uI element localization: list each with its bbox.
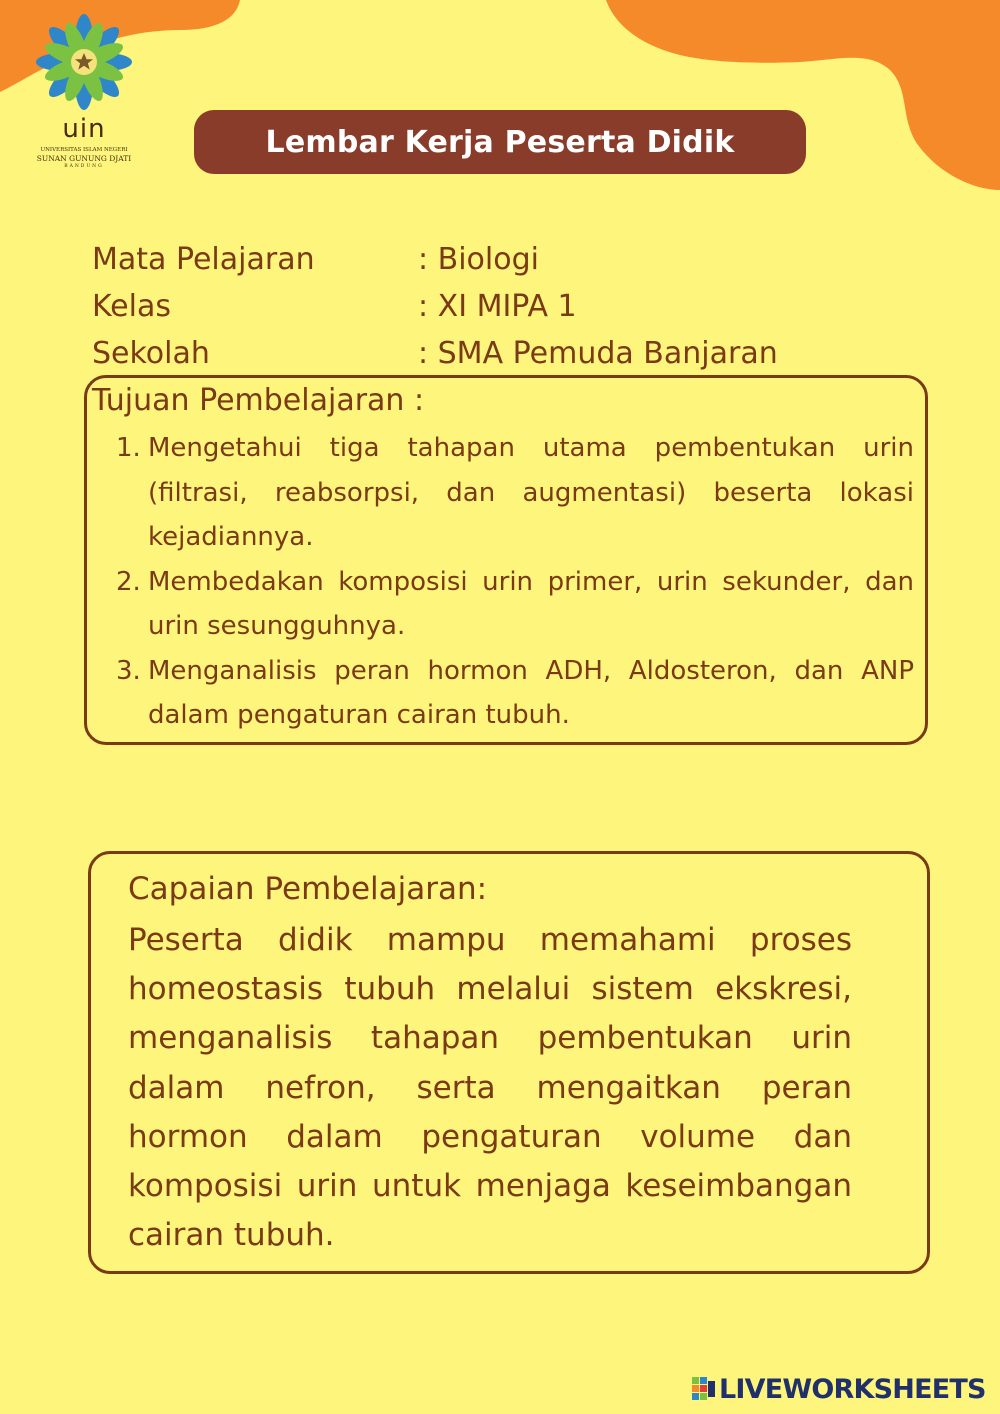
uin-logo <box>28 10 140 168</box>
logo-subtitle-line3: BANDUNG <box>64 164 104 169</box>
objectives-list <box>116 426 914 738</box>
logo-subtitle-line1: UNIVERSITAS ISLAM NEGERI <box>40 147 128 153</box>
liveworksheets-icon <box>692 1377 716 1401</box>
info-value: : XI MIPA 1 <box>418 289 577 324</box>
list-item-number: 1. <box>116 433 141 463</box>
list-item-text: Membedakan komposisi urin primer, urin sekunder, dan urin sesungguhnya. <box>148 566 914 641</box>
info-label: Sekolah <box>92 336 210 371</box>
logo-text: uin <box>62 114 106 144</box>
title-bar <box>194 110 806 174</box>
info-label: Mata Pelajaran <box>92 242 315 277</box>
list-item-number: 2. <box>116 566 141 597</box>
uin-flower-logo-icon <box>28 10 140 114</box>
achievement-body: Peserta didik mampu memahami proses homeostasis tubuh melalui sistem ekskresi, menganalisis tahapan pembentukan urin dalam nefron, serta mengaitkan peran hormon dalam pengaturan volume dan komposisi urin untuk menjaga keseimbangan cairan tubuh. <box>128 922 852 1254</box>
list-item <box>116 560 914 649</box>
liveworksheets-brand[interactable] <box>692 1372 986 1406</box>
objectives-title: Tujuan Pembelajaran : <box>92 383 425 418</box>
achievement-title: Capaian Pembelajaran: <box>128 871 488 907</box>
info-value: : SMA Pemuda Banjaran <box>418 336 778 371</box>
list-item-number: 3. <box>116 655 141 686</box>
list-item <box>116 426 914 560</box>
page-title: Lembar Kerja Peserta Didik <box>265 124 735 160</box>
info-label: Kelas <box>92 289 171 324</box>
info-value: : Biologi <box>418 242 539 277</box>
list-item <box>116 649 914 738</box>
list-item-text: Mengetahui tiga tahapan utama pembentukan urin (filtrasi, reabsorpsi, dan augmentasi) beserta lokasi kejadiannya. <box>148 433 914 552</box>
list-item-text: Menganalisis peran hormon ADH, Aldosteron, dan ANP dalam pengaturan cairan tubuh. <box>148 655 914 730</box>
liveworksheets-text: LIVEWORKSHEETS <box>719 1373 986 1405</box>
logo-subtitle-line2: SUNAN GUNUNG DJATI <box>36 154 132 163</box>
